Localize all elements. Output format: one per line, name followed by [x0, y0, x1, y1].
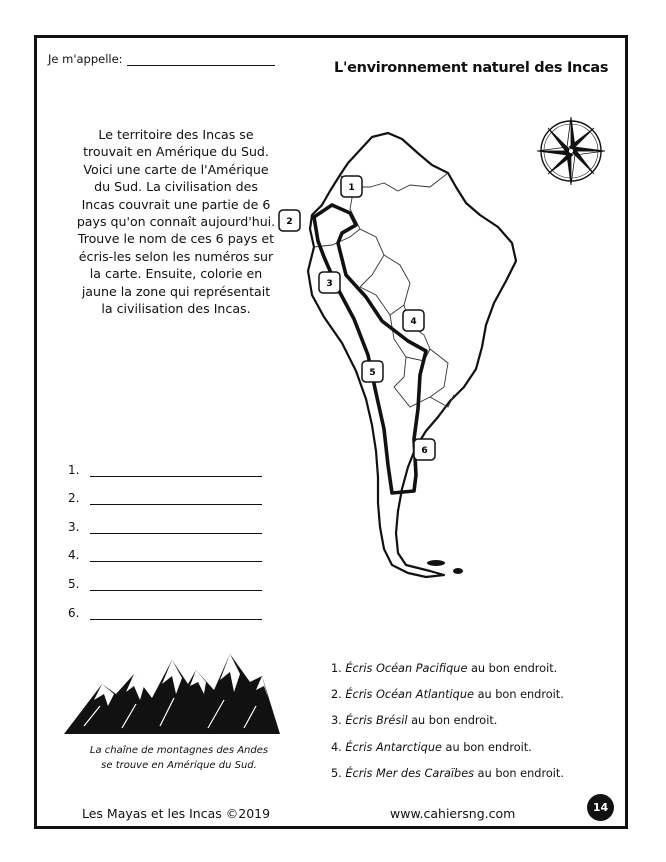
- task-item: 2. Écris Océan Atlantique au bon endroit.: [331, 688, 564, 702]
- answer-blank-line[interactable]: [90, 576, 262, 591]
- task-item: 3. Écris Brésil au bon endroit.: [331, 714, 498, 728]
- answer-row[interactable]: [68, 562, 262, 591]
- answer-row[interactable]: [68, 505, 262, 534]
- answer-list: [68, 448, 262, 620]
- answer-row[interactable]: [68, 448, 262, 477]
- name-label: Je m'appelle:: [48, 52, 123, 66]
- page-number-badge: 14: [587, 794, 614, 821]
- answer-blank-line[interactable]: [90, 462, 262, 477]
- svg-text:6: 6: [421, 446, 428, 456]
- svg-text:3: 3: [326, 279, 333, 289]
- footer-copyright: Les Mayas et les Incas ©2019: [82, 806, 271, 821]
- answer-blank-line[interactable]: [90, 519, 262, 534]
- svg-text:5: 5: [369, 368, 376, 378]
- svg-text:4: 4: [410, 317, 417, 327]
- mountain-caption: [74, 743, 284, 773]
- answer-number: 1.: [68, 462, 80, 477]
- caption-line-2: se trouve en Amérique du Sud.: [101, 760, 257, 771]
- answer-blank-line[interactable]: [90, 490, 262, 505]
- answer-number: 6.: [68, 605, 80, 620]
- continent-outline: [308, 133, 516, 577]
- name-field[interactable]: [48, 52, 275, 66]
- answer-number: 5.: [68, 576, 80, 591]
- compass-rose-icon: [534, 114, 608, 188]
- svg-text:2: 2: [286, 217, 293, 227]
- answer-number: 4.: [68, 548, 80, 563]
- map-marker-4: [402, 309, 426, 333]
- footer-website-link[interactable]: www.cahiersng.com: [390, 806, 516, 821]
- map-marker-3: [318, 271, 342, 295]
- answer-blank-line[interactable]: [90, 547, 262, 562]
- answer-number: 2.: [68, 491, 80, 506]
- page-title: L'environnement naturel des Incas: [334, 60, 609, 76]
- answer-blank-line[interactable]: [90, 605, 262, 620]
- map-marker-5: [361, 360, 385, 384]
- svg-text:1: 1: [348, 183, 355, 193]
- map-marker-2: [278, 209, 302, 233]
- answer-row[interactable]: [68, 591, 262, 620]
- mountain-range-icon: [64, 640, 280, 738]
- instructions-text: Le territoire des Incas se trouvait en Amérique du Sud. Voici une carte de l'Amérique du Sud. La civilisation des Incas couvrait une partie de 6 pays qu'on connaît aujourd'hui. Trouve le nom de ces 6 pays et écris-les selon les numéros sur la carte. Ensuite, colorie en jaune la zone qui représentait la civilisation des Incas.: [76, 127, 276, 317]
- south-america-map: [280, 125, 520, 585]
- task-item: 1. Écris Océan Pacifique au bon endroit.: [331, 662, 558, 675]
- name-blank-line[interactable]: [127, 53, 275, 66]
- map-marker-6: [413, 438, 437, 462]
- task-list: [331, 660, 564, 791]
- caption-line-1: La chaîne de montagnes des Andes: [89, 745, 269, 756]
- task-item: 5. Écris Mer des Caraïbes au bon endroit.: [331, 766, 564, 780]
- task-item: 4. Écris Antarctique au bon endroit.: [331, 740, 532, 754]
- answer-row[interactable]: [68, 534, 262, 563]
- answer-number: 3.: [68, 519, 80, 534]
- answer-row[interactable]: [68, 477, 262, 506]
- map-marker-1: [340, 175, 364, 199]
